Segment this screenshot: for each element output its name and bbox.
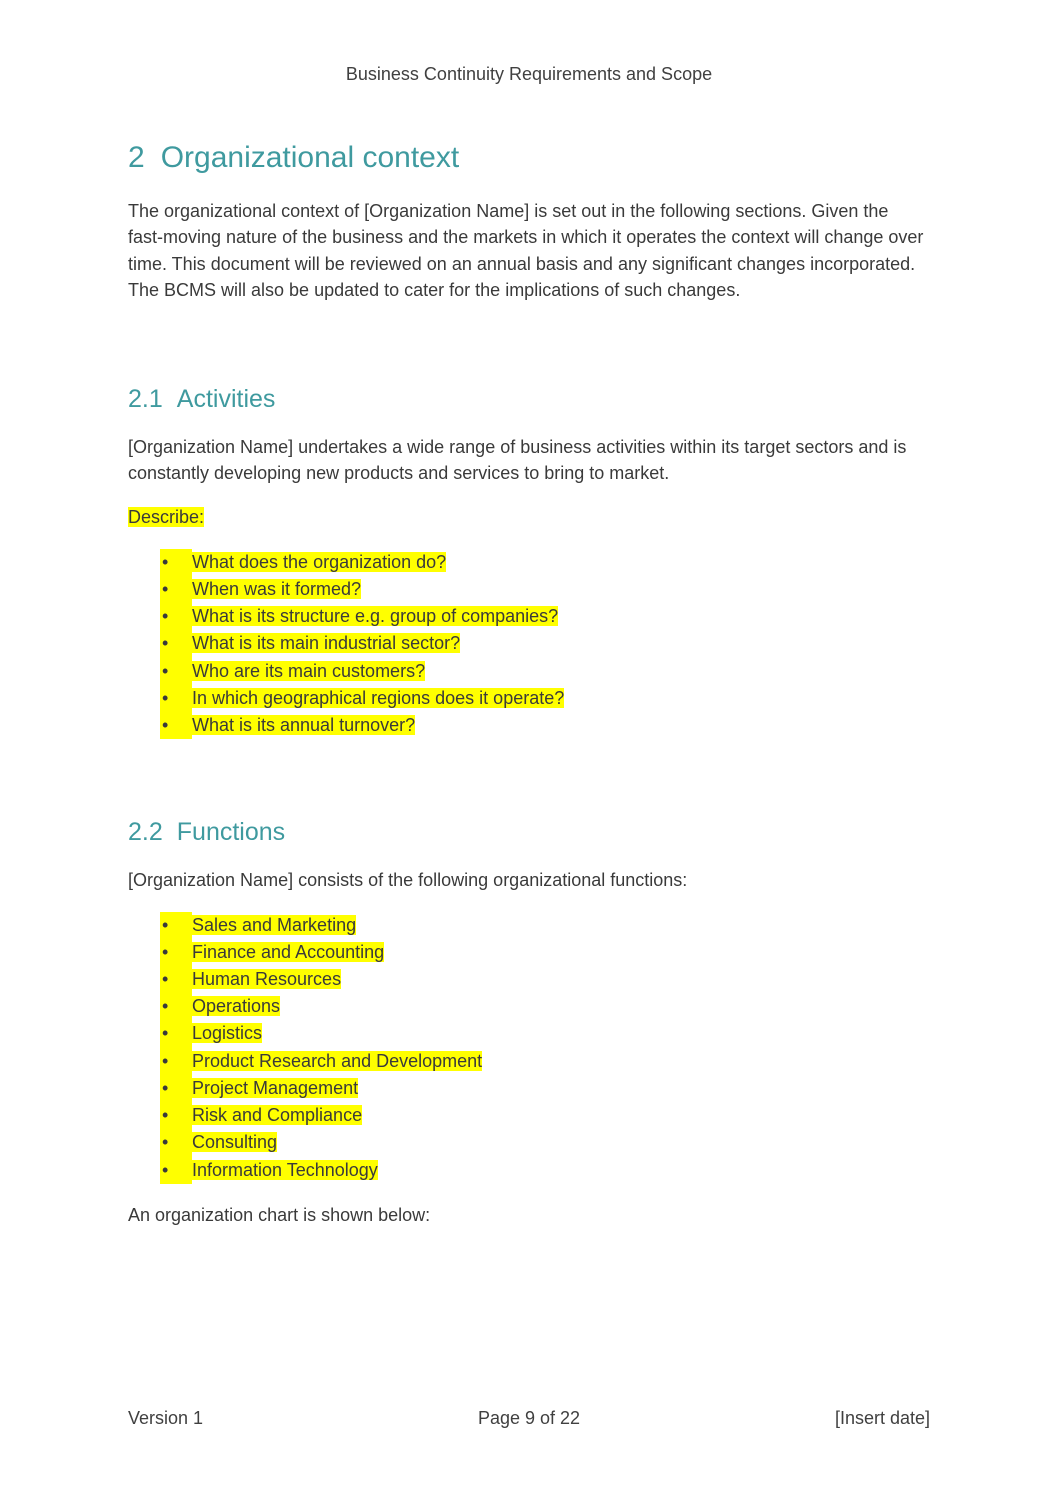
list-item: • In which geographical regions does it operate? — [160, 685, 928, 712]
list-item: • Human Resources — [160, 966, 928, 993]
list-item: • What is its structure e.g. group of companies? — [160, 603, 928, 630]
list-item: • Information Technology — [160, 1157, 928, 1184]
list-item: • Product Research and Development — [160, 1048, 928, 1075]
bullet-icon: • — [160, 966, 192, 993]
org-chart-note: An organization chart is shown below: — [128, 1204, 431, 1225]
bullet-icon: • — [160, 912, 192, 939]
section-title: Organizational context — [160, 141, 460, 174]
list-item: • What is its main industrial sector? — [160, 630, 928, 657]
functions-list — [128, 912, 928, 1184]
list-item: • What is its annual turnover? — [160, 712, 928, 739]
bullet-icon: • — [160, 1157, 192, 1184]
bullet-icon: • — [160, 1020, 192, 1047]
bullet-icon: • — [160, 939, 192, 966]
bullet-icon: • — [160, 576, 192, 603]
list-item: • Operations — [160, 993, 928, 1020]
footer-date: [Insert date] — [834, 1408, 930, 1428]
activities-title: Activities — [176, 384, 276, 413]
activities-heading — [128, 384, 928, 414]
bullet-icon: • — [160, 549, 192, 576]
bullet-icon: • — [160, 658, 192, 685]
activities-list — [128, 549, 928, 739]
footer-version: Version 1 — [128, 1408, 204, 1428]
list-item: • Consulting — [160, 1129, 928, 1156]
bullet-icon: • — [160, 1048, 192, 1075]
section-intro: The organizational context of [Organization Name] is set out in the following sections. Given the fast-moving nature of the business and the markets in which it operates the context will change over time. This document will be reviewed on an annual basis and any significant changes incorporated. The BCMS will also be updated to cater for the implications of such changes. — [128, 201, 924, 301]
bullet-icon: • — [160, 685, 192, 712]
bullet-icon: • — [160, 603, 192, 630]
activities-body: [Organization Name] undertakes a wide range of business activities within its target sectors and is constantly developing new products and services to bring to market. — [128, 436, 907, 484]
bullet-icon: • — [160, 1129, 192, 1156]
list-item: • Finance and Accounting — [160, 939, 928, 966]
list-item: • Risk and Compliance — [160, 1102, 928, 1129]
functions-body: [Organization Name] consists of the following organizational functions: — [128, 870, 688, 891]
bullet-icon: • — [160, 993, 192, 1020]
list-item: • What does the organization do? — [160, 549, 928, 576]
list-item: • Sales and Marketing — [160, 912, 928, 939]
functions-title: Functions — [176, 818, 286, 847]
bullet-icon: • — [160, 1075, 192, 1102]
list-item: • Logistics — [160, 1020, 928, 1047]
functions-number: 2.2 — [128, 818, 163, 847]
activities-number: 2.1 — [128, 384, 163, 413]
bullet-icon: • — [160, 1102, 192, 1129]
bullet-icon: • — [160, 630, 192, 657]
running-header: Business Continuity Requirements and Scope — [345, 64, 713, 84]
section-heading — [128, 140, 928, 176]
section-number: 2 — [128, 141, 145, 174]
describe-label: Describe: — [128, 507, 205, 528]
list-item: • When was it formed? — [160, 576, 928, 603]
functions-heading — [128, 817, 928, 847]
list-item: • Project Management — [160, 1075, 928, 1102]
activities-prompt — [128, 504, 928, 530]
list-item: • Who are its main customers? — [160, 658, 928, 685]
page-content — [128, 140, 928, 1246]
bullet-icon: • — [160, 712, 192, 739]
footer-page-number: Page 9 of 22 — [477, 1408, 581, 1428]
